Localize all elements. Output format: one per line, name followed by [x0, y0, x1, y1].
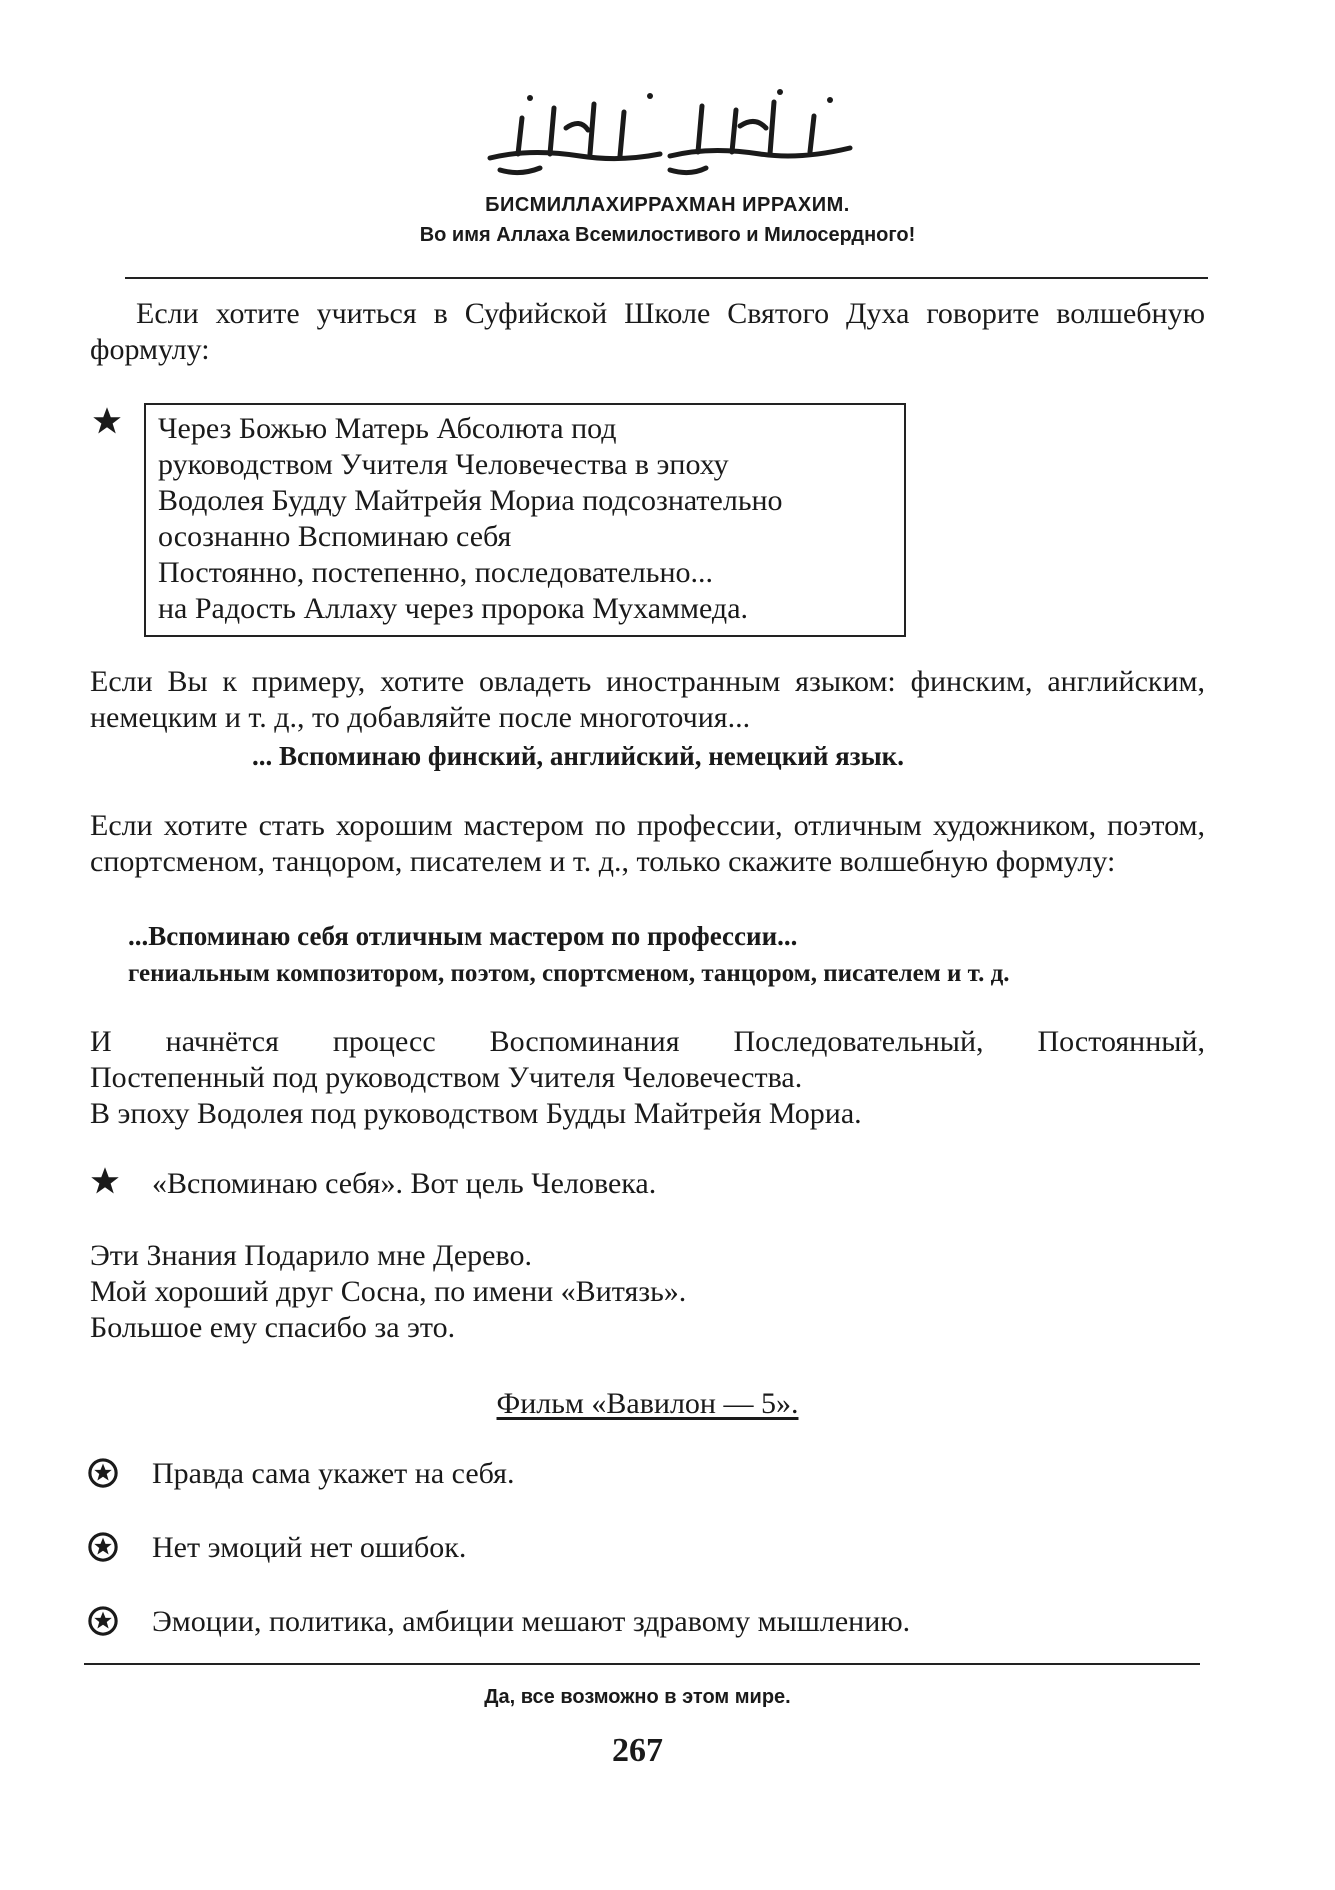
- film-quote-3: Эмоции, политика, амбиции мешают здравому мышлению.: [152, 1605, 911, 1638]
- profession-paragraph: Если хотите стать хорошим мастером по профессии, отличным художником, поэтом, спортсменом, танцором, писателем и т. д., только скажите волшебную формулу:: [90, 809, 1205, 878]
- star-icon: [90, 1166, 120, 1196]
- film-title: Фильм «Вавилон — 5».: [496, 1387, 799, 1420]
- formula-line: Водолея Будду Майтрейя Мориа подсознательно: [158, 484, 783, 517]
- star-in-circle-icon: [88, 1458, 118, 1488]
- formula-line: Через Божью Матерь Абсолюта под: [158, 412, 617, 445]
- process-line-2: Постепенный под руководством Учителя Человечества.: [90, 1061, 803, 1094]
- language-formula: ... Вспоминаю финский, английский, немецкий язык.: [252, 741, 904, 771]
- star-icon: [92, 406, 122, 436]
- formula-line: руководством Учителя Человечества в эпоху: [158, 448, 729, 481]
- goal-text: «Вспоминаю себя». Вот цель Человека.: [152, 1167, 657, 1200]
- header-subtitle: Во имя Аллаха Всемилостивого и Милосердного!: [419, 224, 916, 246]
- bismillah-calligraphy: [470, 78, 870, 178]
- profession-formula-2: гениальным композитором, поэтом, спортсменом, танцором, писателем и т. д.: [128, 960, 1010, 987]
- profession-formula-1: ...Вспоминаю себя отличным мастером по профессии...: [128, 921, 798, 951]
- footer-divider: [84, 1663, 1200, 1665]
- footer-note: Да, все возможно в этом мире.: [484, 1686, 791, 1708]
- formula-line: Постоянно, постепенно, последовательно...: [158, 556, 714, 589]
- star-in-circle-icon: [88, 1606, 118, 1636]
- formula-line: осознанно Вспоминаю себя: [158, 520, 512, 553]
- page-number: 267: [612, 1732, 663, 1769]
- film-quote-2: Нет эмоций нет ошибок.: [152, 1531, 467, 1564]
- star-in-circle-icon: [88, 1532, 118, 1562]
- header-divider: [125, 277, 1208, 279]
- tree-line-1: Эти Знания Подарило мне Дерево.: [90, 1239, 532, 1272]
- header-title: БИСМИЛЛАХИРРАХМАН ИРРАХИМ.: [485, 194, 850, 216]
- intro-paragraph: Если хотите учиться в Суфийской Школе Святого Духа говорите волшебную формулу:: [90, 297, 1205, 366]
- language-paragraph: Если Вы к примеру, хотите овладеть иностранным языком: финским, английским, немецким и т. д., то добавляйте после многоточия...: [90, 665, 1205, 734]
- process-line-3: В эпоху Водолея под руководством Будды Майтрейя Мориа.: [90, 1097, 862, 1130]
- process-line-1: И начнётся процесс Воспоминания Последовательный, Постоянный,: [90, 1025, 1205, 1058]
- formula-line: на Радость Аллаху через пророка Мухаммеда.: [158, 592, 749, 625]
- tree-line-3: Большое ему спасибо за это.: [90, 1311, 456, 1344]
- magic-formula-box: [144, 403, 906, 637]
- film-quote-1: Правда сама укажет на себя.: [152, 1457, 515, 1490]
- tree-line-2: Мой хороший друг Сосна, по имени «Витязь».: [90, 1275, 687, 1308]
